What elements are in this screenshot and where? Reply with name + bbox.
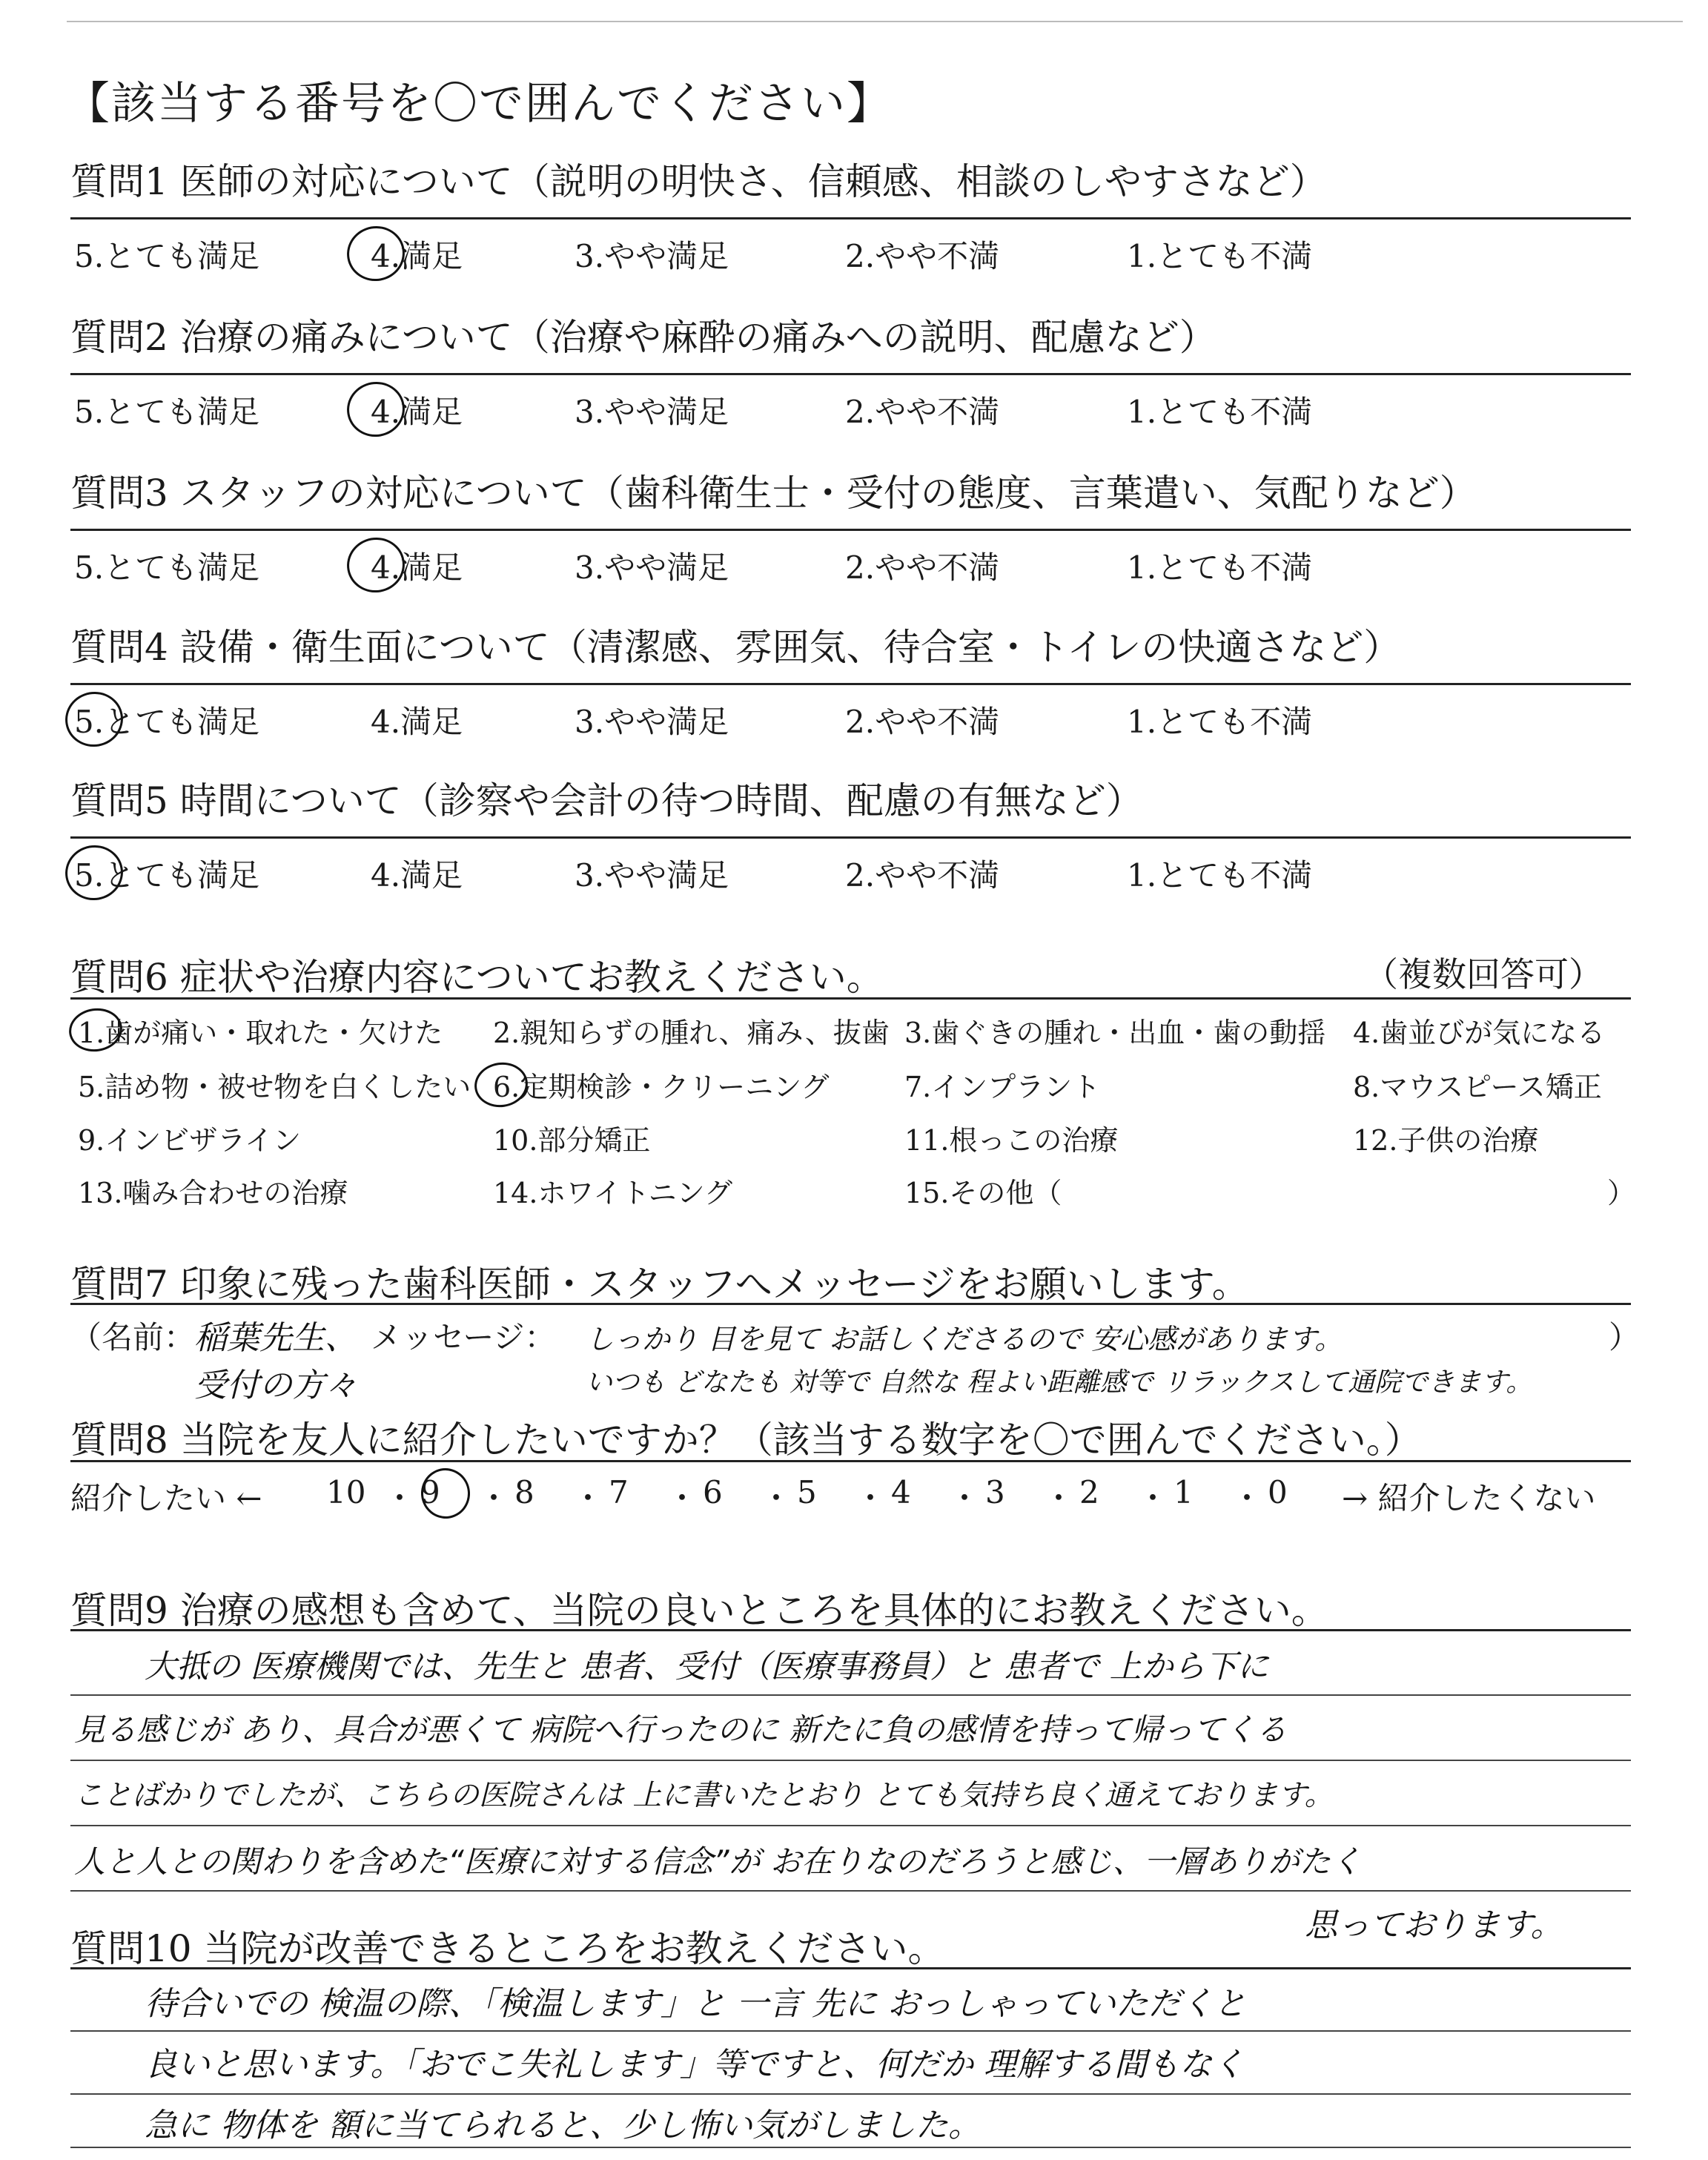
q6-item-1[interactable]: 1.歯が痛い・取れた・欠けた [78,1017,443,1049]
q6-item-4[interactable]: 4.歯並びが気になる [1353,1017,1606,1049]
q8-scale-separator: ・ [761,1480,792,1516]
q2-label: 質問2 治療の痛みについて（治療や麻酔の痛みへの説明、配慮など） [70,316,1217,359]
q8-rule [70,1460,1631,1462]
q3-label: 質問3 スタッフの対応について（歯科衛生士・受付の態度、言葉遣い、気配りなど） [70,472,1477,515]
q8-scale-separator: ・ [572,1480,604,1516]
q1-option-3[interactable]: 3.やや満足 [575,238,729,274]
q1-option-1[interactable]: 1.とても不満 [1127,238,1313,274]
q9-line-rule-4 [70,1890,1631,1892]
q7-rule [70,1303,1631,1305]
q7-name-2: 受付の方々 [194,1367,357,1404]
q10-line-rule-3 [70,2147,1631,2148]
q6-item-12[interactable]: 12.子供の治療 [1353,1124,1539,1157]
q4-rule [70,683,1631,685]
q9-text-2: 見る感じが あり、具合が悪くて 病院へ行ったのに 新たに負の感情を持って帰ってくる [74,1711,1288,1748]
q3-option-1[interactable]: 1.とても不満 [1127,549,1313,586]
q4-option-2[interactable]: 2.やや不満 [845,704,1000,740]
q7-message-1: しっかり 目を見て お話しくださるので 安心感があります。 [586,1323,1343,1355]
q8-scale-separator: ・ [855,1480,887,1516]
q6-item-6[interactable]: 6.定期検診・クリーニング [493,1071,830,1103]
q8-scale-separator: ・ [384,1480,416,1516]
q8-scale-7[interactable]: 7 [609,1474,629,1510]
q10-text-1: 待合いでの 検温の際、「検温します」と 一言 先に おっしゃっていただくと [145,1985,1246,2023]
q9-line-rule-1 [70,1694,1631,1696]
q4-option-3[interactable]: 3.やや満足 [575,704,729,740]
q9-text-3: ことばかりでしたが、こちらの医院さんは 上に書いたとおり とても気持ち良く通えております。 [74,1779,1334,1812]
q8-scale-1[interactable]: 1 [1174,1474,1194,1510]
q6-item-9[interactable]: 9.インビザライン [78,1124,302,1157]
q7-message-label: メッセージ： [371,1319,556,1355]
q10-rule [70,1967,1631,1969]
q2-option-1[interactable]: 1.とても不満 [1127,394,1313,430]
q7-name-1: 稲葉先生、 [194,1319,357,1357]
q6-note: （複数回答可） [1364,954,1603,994]
q10-line-rule-2 [70,2093,1631,2095]
q5-option-2[interactable]: 2.やや不満 [845,857,1000,894]
q6-item-5[interactable]: 5.詰め物・被せ物を白くしたい [78,1071,471,1103]
q6-label: 質問6 症状や治療内容についてお教えください。 [70,956,884,999]
q8-right-label: → 紹介したくない [1342,1480,1596,1516]
q6-item-3[interactable]: 3.歯ぐきの腫れ・出血・歯の動揺 [904,1017,1326,1049]
q5-option-4[interactable]: 4.満足 [371,857,463,894]
q6-item-10[interactable]: 10.部分矯正 [493,1124,651,1157]
q3-option-3[interactable]: 3.やや満足 [575,549,729,586]
q8-scale-5[interactable]: 5 [797,1474,817,1510]
q5-rule [70,836,1631,839]
q7-name-label: （名前： [70,1319,196,1355]
q7-label: 質問7 印象に残った歯科医師・スタッフへメッセージをお願いします。 [70,1263,1249,1306]
q6-item-11[interactable]: 11.根っこの治療 [904,1124,1119,1157]
q8-scale-4[interactable]: 4 [891,1474,911,1510]
q2-option-2[interactable]: 2.やや不満 [845,394,1000,430]
q9-label: 質問9 治療の感想も含めて、当院の良いところを具体的にお教えください。 [70,1589,1328,1632]
q8-scale-separator: ・ [666,1480,698,1516]
q8-scale-3[interactable]: 3 [985,1474,1005,1510]
q3-option-2[interactable]: 2.やや不満 [845,549,1000,586]
q10-text-2: 良いと思います。「おでこ失礼します」等ですと、何だか 理解する間もなく [145,2046,1245,2084]
q8-scale-6[interactable]: 6 [703,1474,723,1510]
q8-scale-8[interactable]: 8 [514,1474,534,1510]
q6-item-2[interactable]: 2.親知らずの腫れ、痛み、抜歯 [493,1017,890,1049]
q5-option-5[interactable]: 5.とても満足 [74,857,260,894]
q1-rule [70,217,1631,219]
q1-option-4[interactable]: 4.満足 [371,238,463,274]
q6-other-close-paren: ） [1607,1177,1636,1209]
q8-scale-9[interactable]: 9 [420,1474,440,1510]
q8-scale-separator: ・ [1043,1480,1075,1516]
q7-message-2: いつも どなたも 対等で 自然な 程よい距離感で リラックスして通院できます。 [586,1367,1533,1398]
q9-line-rule-2 [70,1760,1631,1761]
q8-left-label: 紹介したい ← [70,1480,262,1516]
q3-rule [70,529,1631,531]
q10-line-rule-1 [70,2030,1631,2032]
q5-label: 質問5 時間について（診察や会計の待つ時間、配慮の有無など） [70,779,1143,822]
q2-option-3[interactable]: 3.やや満足 [575,394,729,430]
q9-line-rule-3 [70,1825,1631,1826]
q6-item-15[interactable]: 15.その他（ [904,1177,1062,1209]
q10-text-3: 急に 物体を 額に当てられると、少し怖い気がしました。 [145,2107,981,2144]
q6-item-13[interactable]: 13.噛み合わせの治療 [78,1177,348,1209]
q1-option-5[interactable]: 5.とても満足 [74,238,260,274]
q10-label: 質問10 当院が改善できるところをお教えください。 [70,1927,945,1970]
q9-text-4: 人と人との関わりを含めた“医療に対する信念”が お在りなのだろうと感じ、一層ありがたく [74,1843,1362,1880]
q4-label: 質問4 設備・衛生面について（清潔感、雰囲気、待合室・トイレの快適さなど） [70,626,1401,669]
q4-option-5[interactable]: 5.とても満足 [74,704,260,740]
q2-option-5[interactable]: 5.とても満足 [74,394,260,430]
q4-option-1[interactable]: 1.とても不満 [1127,704,1313,740]
q5-option-1[interactable]: 1.とても不満 [1127,857,1313,894]
q1-label: 質問1 医師の対応について（説明の明快さ、信頼感、相談のしやすさなど） [70,160,1327,203]
q2-rule [70,373,1631,375]
q6-item-8[interactable]: 8.マウスピース矯正 [1353,1071,1602,1103]
top-border [67,21,1683,22]
q9-text-1: 大抵の 医療機関では、先生と 患者、受付（医療事務員）と 患者で 上から下に [145,1648,1269,1685]
q6-rule [70,997,1631,1000]
page-title: 【該当する番号を〇で囲んでください】 [65,78,893,130]
q8-scale-separator: ・ [1231,1480,1263,1516]
q9-text-5: 思っております。 [1305,1906,1563,1944]
q3-option-4[interactable]: 4.満足 [371,549,463,586]
q8-scale-separator: ・ [478,1480,510,1516]
q9-rule [70,1629,1631,1631]
q3-option-5[interactable]: 5.とても満足 [74,549,260,586]
q5-option-3[interactable]: 3.やや満足 [575,857,729,894]
q8-scale-2[interactable]: 2 [1079,1474,1099,1510]
q8-label: 質問8 当院を友人に紹介したいですか？（該当する数字を〇で囲んでください。） [70,1418,1422,1462]
q6-item-14[interactable]: 14.ホワイトニング [493,1177,733,1209]
q2-option-4[interactable]: 4.満足 [371,394,463,430]
q8-scale-10[interactable]: 10 [326,1474,366,1510]
q7-close-paren: ） [1609,1319,1641,1355]
q6-item-7[interactable]: 7.インプラント [904,1071,1101,1103]
q1-option-2[interactable]: 2.やや不満 [845,238,1000,274]
q8-scale-0[interactable]: 0 [1268,1474,1288,1510]
q8-scale-separator: ・ [949,1480,981,1516]
q8-scale-separator: ・ [1137,1480,1169,1516]
q4-option-4[interactable]: 4.満足 [371,704,463,740]
